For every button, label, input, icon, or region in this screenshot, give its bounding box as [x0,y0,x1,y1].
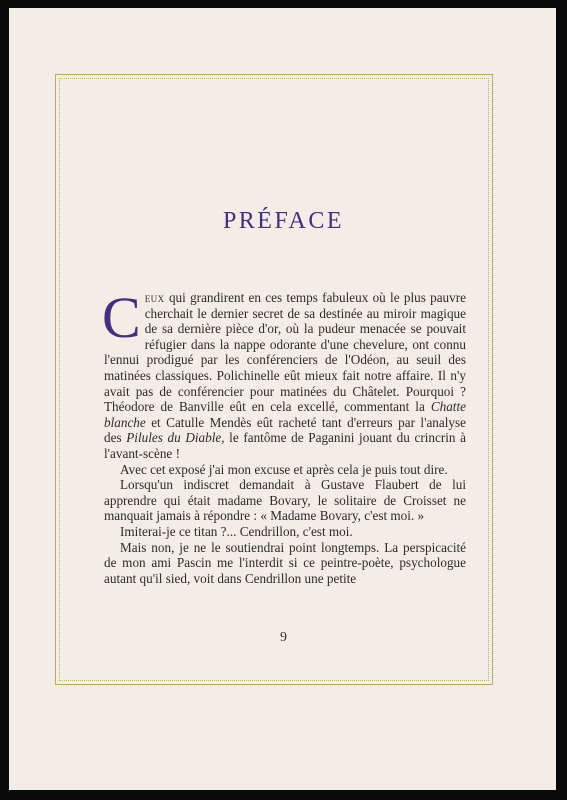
drop-cap-letter: C [102,285,141,350]
page-number: 9 [280,630,287,645]
chapter-title: PRÉFACE [222,208,345,234]
title-chatte-blanche: Chatte blanche [104,399,466,430]
preface-text [102,285,466,586]
paragraph-1-part-c: le fantôme de Paganini jouant du crincrin à l'avant-scène ! [104,430,466,461]
paragraph-2: Avec cet exposé j'ai mon excuse et après cela je puis tout dire. [120,461,448,477]
paragraph-1-part-b: et Catulle Mendès eût racheté tant d'erreurs par l'analyse des [104,414,466,446]
paragraph-1-part-a: qui grandirent en ces temps fabuleux où le plus pauvre cherchait le dernier secret de sa destinée au miroir magique de sa dernière pièce d'or, où la pudeur menacée se pouvait réfugier dans la nappe odorante d'une chevelure, ont connu l'ennui prodigué par les conférenciers de l'Odéon, au seuil des matinées classiques. Polichinelle eût mieux fait notre affaire. Il n'y avait pas de conférencier pour matinées du Châtelet. Pourquoi ? Théodore de Banville eût en cela excellé, commentant la [104,290,466,415]
paragraph-1 [102,285,466,462]
title-pilules-du-diable: Pilules du Diable, [126,430,225,446]
paragraph-3: Lorsqu'un indiscret demandait à Gustave Flaubert de lui apprendre qui était madame Bovary, le solitaire de Croisset ne manquait jamais à répondre : « Madame Bovary, c'est moi. » [104,477,466,524]
paragraph-4: Imiterai-je ce titan ?... Cendrillon, c'est moi. [120,523,353,539]
paragraph-5: Mais non, je ne le soutiendrai point longtemps. La perspicacité de mon ami Pascin me l'interdit si ce peintre-poète, psychologue autant qu'il sied, voit dans Cendrillon une petite [104,539,466,586]
opening-smallcaps: eux [144,290,165,305]
